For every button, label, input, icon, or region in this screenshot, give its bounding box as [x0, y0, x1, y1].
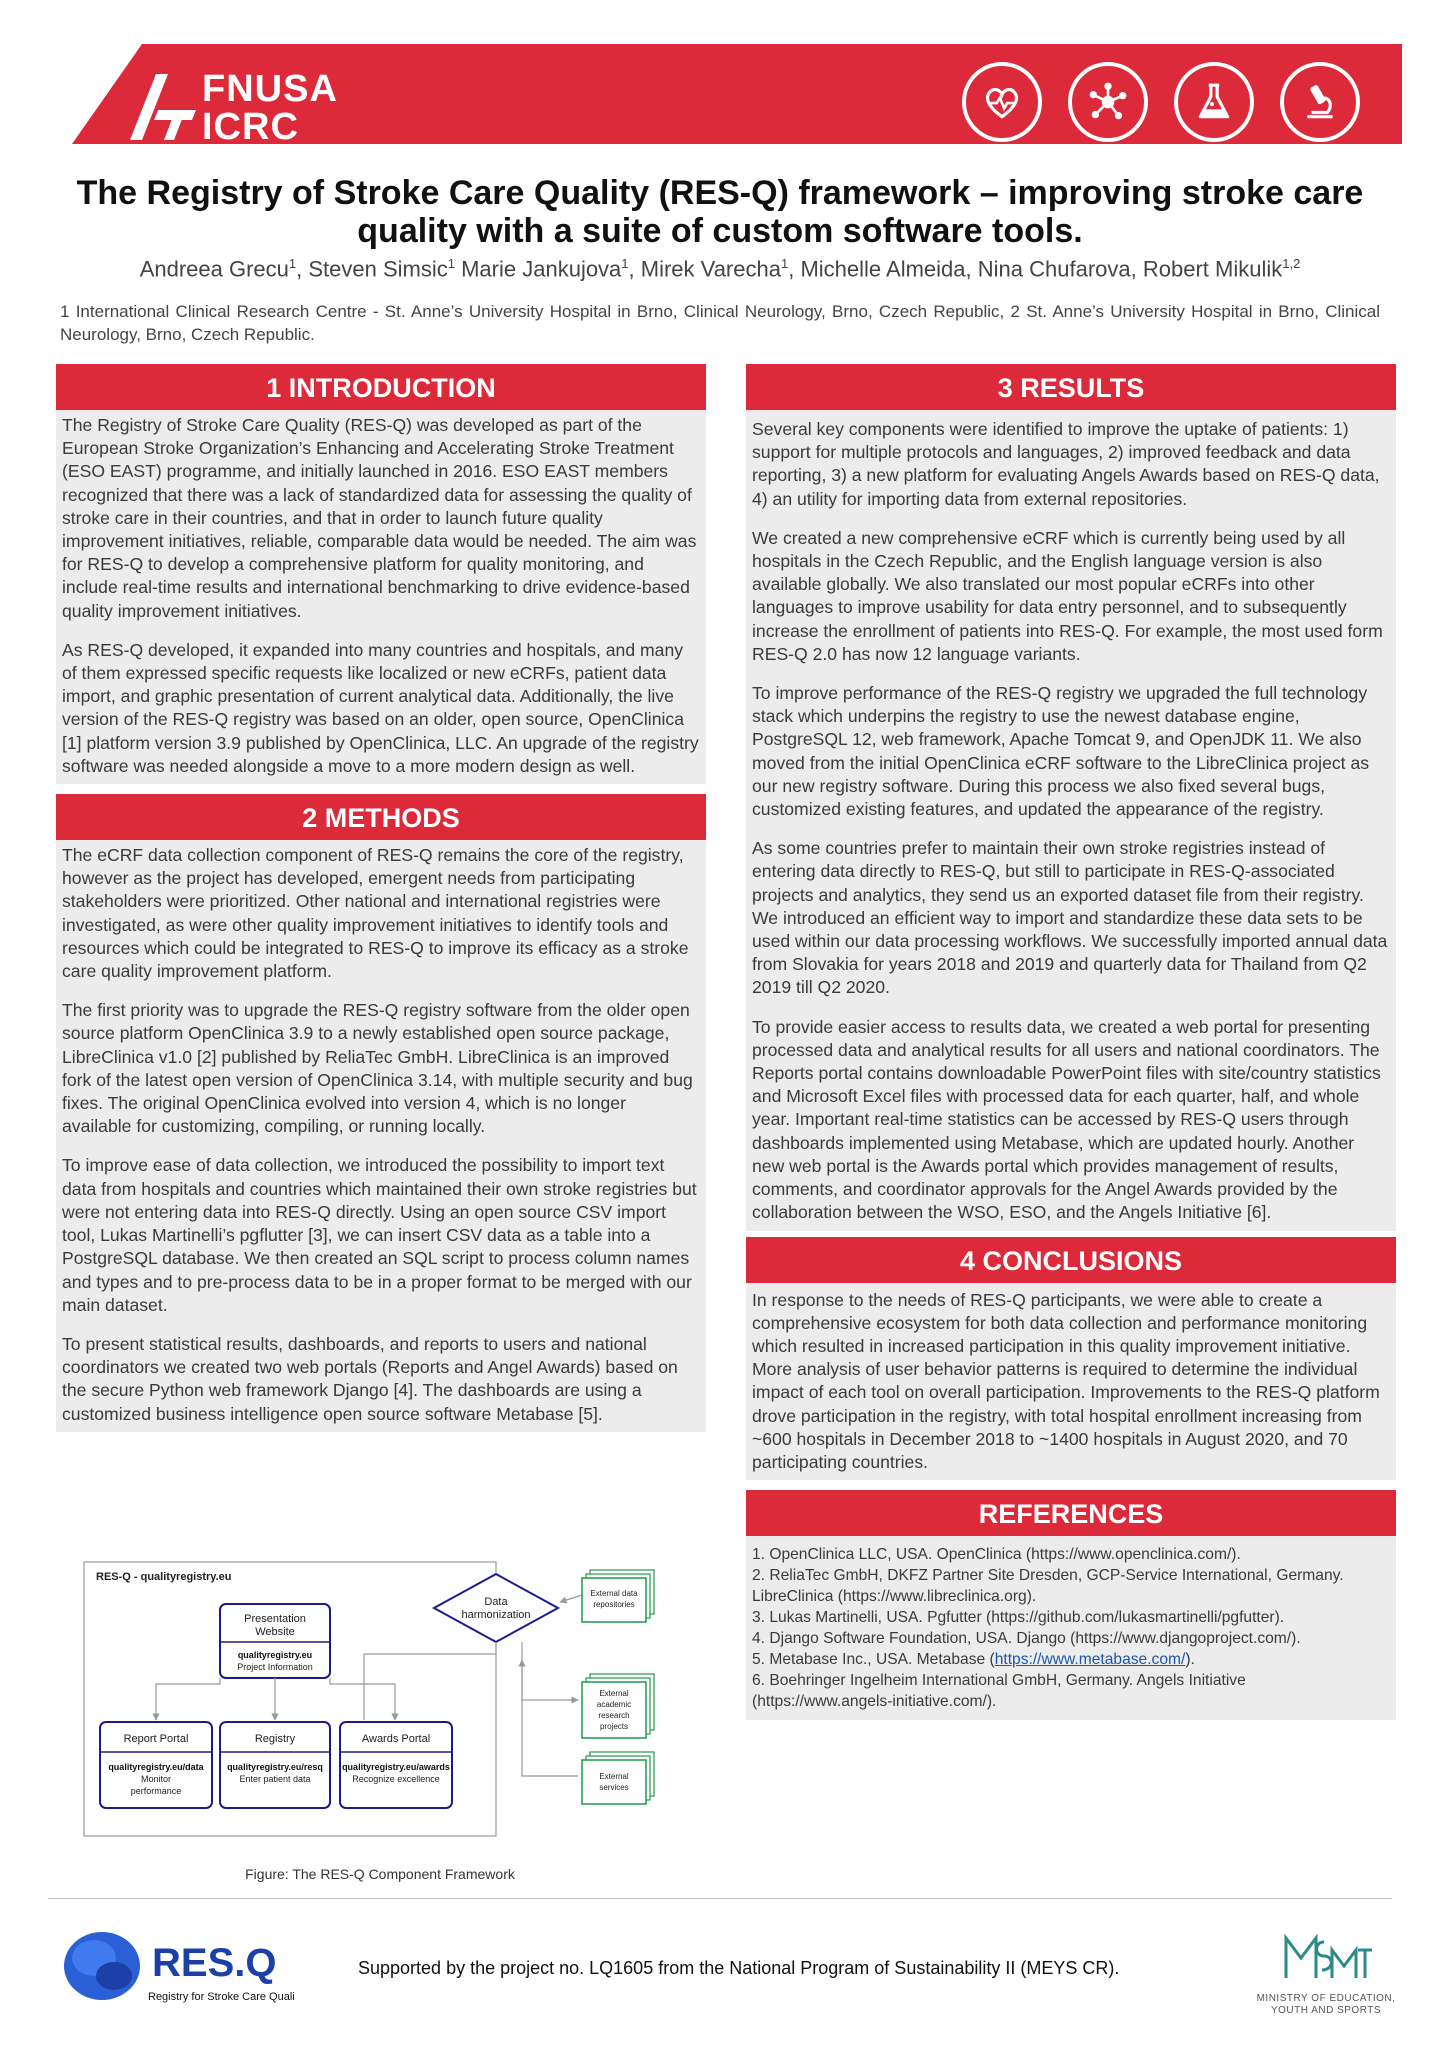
author-list: Andreea Grecu$^1$, Steven Simsic$^1$ Marie Jankujova$^1$, Mirek Varecha$^1$, Michelle Almeida, Nina Chufarova, Robert Mikulik$^{1,2}$ [139, 256, 1301, 282]
presentation-title1: Presentation [244, 1613, 306, 1625]
author-name: Steven Simsic [308, 256, 448, 282]
metabase-link[interactable]: https://www.metabase.com/ [994, 1651, 1186, 1669]
methods-body [56, 840, 706, 1432]
awards-portal-title: Awards Portal [361, 1733, 431, 1745]
author-name: Andreea Grecu [139, 256, 289, 282]
footer-divider [48, 1898, 1392, 1899]
introduction-body [56, 410, 706, 784]
right-column [746, 364, 1396, 1720]
conclusions-paragraph: In response to the needs of RES-Q participants, we were able to create a comprehensive ecosystem for both data collection and performance monitoring which resulted in increased participation in this quality improvement initiative. More analysis of user behavior patterns is required to determine the individual impact of each tool on overall participation. Improvements to the RES-Q platform drove participation in the registry, with total hospital enrollment increasing from ~600 hospitals in December 2018 to ~1400 hospitals in August 2020, and 70 participating countries. [752, 1289, 1380, 1472]
references-body [746, 1536, 1396, 1720]
external-repositories-box [582, 1570, 654, 1622]
header-icons [962, 62, 1360, 142]
conclusions-heading: 4 CONCLUSIONS [746, 1237, 1396, 1283]
svg-text:academic: academic [596, 1700, 632, 1709]
registry-desc: Enter patient data [239, 1774, 311, 1784]
references-heading: REFERENCES [746, 1490, 1396, 1536]
ministry-logo [1236, 1928, 1416, 2028]
flask-icon [1174, 62, 1254, 142]
component-framework-figure [60, 1560, 700, 1860]
author-name: Mirek Varecha [640, 256, 781, 282]
awards-portal-url: qualityregistry.eu/awards [342, 1762, 450, 1772]
logo-text [202, 70, 338, 146]
reference-item: 3. Lukas Martinelli, USA. Pgfutter (https://github.com/lukasmartinelli/pgfutter). [752, 1609, 1285, 1627]
resq-logo [54, 1914, 294, 2014]
author-name: Michelle Almeida [800, 256, 966, 282]
results-heading: 3 RESULTS [746, 364, 1396, 410]
results-paragraph: As some countries prefer to maintain their own stroke registries instead of entering data directly to RES-Q, but still to participate in RES-Q-associated projects and analytics, they send us an exported dataset file from their registry. We introduced an efficient way to import and standardize these data sets to be used within our data processing workflows. We successfully imported annual data from Slovakia for years 2018 and 2019 and quarterly data for Thailand from Q2 2019 till Q2 2020. [752, 838, 1388, 998]
fnusa-icrc-logo [128, 66, 348, 146]
author-affiliation-number: 1 [780, 256, 789, 271]
left-column [56, 364, 706, 1432]
author-affiliation-number: 1 [288, 256, 297, 271]
microscope-icon [1280, 62, 1360, 142]
ministry-line1: MINISTRY OF EDUCATION, [1256, 1993, 1396, 2004]
msmt-logo-icon [1276, 1928, 1376, 1988]
svg-text:services: services [599, 1783, 629, 1792]
methods-paragraph: The eCRF data collection component of RES-Q remains the core of the registry, however as the project has developed, emergent needs from participating stakeholders were prioritized. Other national and international registries were investigated, as were other quality improvement initiatives to identify tools and resources which could be integrated to RES-Q to improve its efficacy as a stroke care quality improvement platform. [62, 845, 689, 982]
fnusa-logo-mark-icon [128, 70, 198, 142]
report-portal-title: Report Portal [123, 1733, 189, 1745]
svg-text:RES.Q: RES.Q [152, 1941, 277, 1985]
results-paragraph: To provide easier access to results data, we created a web portal for presenting processed data and analytical results for all users and national coordinators. The Reports portal contains downloadable PowerPoint files with site/country statistics and Microsoft Excel files with processed data for each quarter, half, and whole year. Important real-time statistics can be accessed by RES-Q users through dashboards implemented using Metabase, which are updated hourly. Another new web portal is the Awards portal which provides management of results, comments, and coordinator approvals for the Angel Awards provided by the collaboration between the WSO, ESO, and the Angels Initiative [6]. [752, 1016, 1381, 1223]
introduction-paragraph: The Registry of Stroke Care Quality (RES-Q) was developed as part of the European Stroke Organization’s Enhancing and Accelerating Stroke Treatment (ESO EAST) programme, and initially launched in 2016. ESO EAST members recognized that there was a lack of standardized data for assessing the quality of stroke care in their countries, and that in order to launch future quality improvement initiatives, reliable, comparable data would be needed. The aim was for RES-Q to develop a comprehensive platform for quality monitoring, and include real-time results and international benchmarking to drive evidence-based quality improvement initiatives. [62, 415, 697, 621]
harmonization-line2: harmonization [461, 1609, 531, 1621]
results-paragraph: Several key components were identified to improve the uptake of patients: 1) support for multiple protocols and languages, 2) improved feedback and data reporting, 3) a new platform for evaluating Angels Awards based on RES-Q data, 4) an utility for importing data from external repositories. [752, 419, 1380, 509]
affiliations: 1 International Clinical Research Centre - St. Anne’s University Hospital in Brno, Clinical Neurology, Brno, Czech Republic, 2 St. Anne’s University Hospital in Brno, Clinical Neurology, Brno, Czech Republic. [60, 302, 1380, 344]
molecule-icon [1068, 62, 1148, 142]
author-name: Robert Mikulik [1142, 256, 1283, 282]
report-portal-desc1: Monitor [140, 1774, 172, 1784]
author-name: Nina Chufarova [977, 256, 1131, 282]
reference-item: 1. OpenClinica LLC, USA. OpenClinica (https://www.openclinica.com/). [752, 1546, 1241, 1564]
registry-title: Registry [254, 1733, 296, 1745]
figure-caption: Figure: The RES-Q Component Framework [245, 1866, 515, 1882]
logo-line2: ICRC [202, 106, 299, 148]
svg-text:External: External [599, 1772, 629, 1781]
reference-item: 4. Django Software Foundation, USA. Django (https://www.djangoproject.com/). [752, 1630, 1301, 1648]
frame-title: RES-Q - qualityregistry.eu [96, 1571, 232, 1583]
funding-statement: Supported by the project no. LQ1605 from the National Program of Sustainability II (MEYS CR). [358, 1958, 1120, 1978]
results-paragraph: To improve performance of the RES-Q registry we upgraded the full technology stack which underpins the registry to use the newest database engine, PostgreSQL 12, web framework, Apache Tomcat 9, and OpenJDK 11. We also moved from the initial OpenClinica eCRF software to the LibreClinica project as our new registry software. During this process we also fixed several bugs, customized existing features, and updated the appearance of the registry. [752, 683, 1370, 820]
awards-portal-desc: Recognize excellence [352, 1774, 440, 1784]
logo-line1: FNUSA [202, 68, 338, 110]
results-body [746, 410, 1396, 1231]
methods-paragraph: To improve ease of data collection, we introduced the possibility to import text data from hospitals and countries which maintained their own stroke registries but were not entering data into RES-Q directly. Using an open source CSV import tool, Lukas Martinelli’s pgflutter [3], we can insert CSV data as a table into a PostgreSQL database. We then created an SQL script to process column names and types and to pre-process data to be in a proper format to be merged with our main dataset. [62, 1155, 697, 1315]
author-affiliation-number: 1 [621, 256, 629, 271]
report-portal-desc2: performance [130, 1786, 182, 1796]
registry-url: qualityregistry.eu/resq [227, 1762, 323, 1772]
svg-text:projects: projects [599, 1722, 629, 1731]
author-affiliation-number: 1,2 [1282, 256, 1301, 271]
reference-item: 2. ReliaTec GmbH, DKFZ Partner Site Dresden, GCP-Service International, Germany. LibreClinica (https://www.libreclinica.org). [752, 1567, 1344, 1606]
svg-text:repositories: repositories [593, 1600, 635, 1609]
presentation-url: qualityregistry.eu [237, 1650, 313, 1660]
author-affiliation-number: 1 [447, 256, 455, 271]
external-services-box [582, 1752, 654, 1804]
poster-title: The Registry of Stroke Care Quality (RES-Q) framework – improving stroke care quality with a suite of custom software tools. [76, 174, 1364, 250]
presentation-desc: Project Information [237, 1662, 313, 1672]
results-paragraph: We created a new comprehensive eCRF which is currently being used by all hospitals in the Czech Republic, and the English language version is also available globally. We also translated our most popular eCRFs into other languages to improve usability for data entry personnel, and to subsequently increase the enrollment of patients into RES-Q. For example, the most used form RES-Q 2.0 has now 12 language variants. [752, 527, 1383, 664]
methods-paragraph: The first priority was to upgrade the RES-Q registry software from the older open source platform OpenClinica 3.9 to a newly established open source package, LibreClinica v1.0 [2] published by ReliaTec GmbH. LibreClinica is an improved fork of the latest open version of OpenClinica 3.14, with multiple security and bug fixes. The original OpenClinica evolved into version 4, which is no longer available for customizing, compiling, or running locally. [62, 1000, 693, 1137]
svg-text:External data: External data [590, 1589, 638, 1598]
external-academic-box [582, 1674, 654, 1738]
reference-item-5: 5. Metabase Inc., USA. Metabase (https://www.metabase.com/). [752, 1651, 1195, 1669]
report-portal-url: qualityregistry.eu/data [108, 1762, 204, 1772]
ministry-line2: YOUTH AND SPORTS [1270, 2005, 1382, 2016]
heart-brain-icon [962, 62, 1042, 142]
reference-item: 6. Boehringer Ingelheim International GmbH, Germany. Angels Initiative (https://www.angels-initiative.com/). [752, 1672, 1246, 1711]
introduction-paragraph: As RES-Q developed, it expanded into many countries and hospitals, and many of them expressed specific requests like localized or new eCRFs, patient data import, and graphic presentation of current analytical data. Additionally, the live version of the RES-Q registry was based on an older, open source, OpenClinica [1] platform version 3.9 published by OpenClinica, LLC. An upgrade of the registry software was needed alongside a move to a more modern design as well. [62, 639, 699, 776]
presentation-title2: Website [255, 1626, 295, 1638]
introduction-heading: 1 INTRODUCTION [56, 364, 706, 410]
svg-text:External: External [599, 1689, 629, 1698]
author-name: Marie Jankujova [461, 256, 622, 282]
svg-text:research: research [598, 1711, 630, 1720]
methods-heading: 2 METHODS [56, 794, 706, 840]
methods-paragraph: To present statistical results, dashboards, and reports to users and national coordinators we created two web portals (Reports and Angel Awards) based on the secure Python web framework Django [4]. The dashboards are using a customized business intelligence open source software Metabase [5]. [62, 1333, 678, 1424]
svg-text:Registry for Stroke Care Quali: Registry for Stroke Care Quality [148, 1991, 294, 2003]
harmonization-line1: Data [484, 1596, 508, 1608]
conclusions-body [746, 1283, 1396, 1481]
